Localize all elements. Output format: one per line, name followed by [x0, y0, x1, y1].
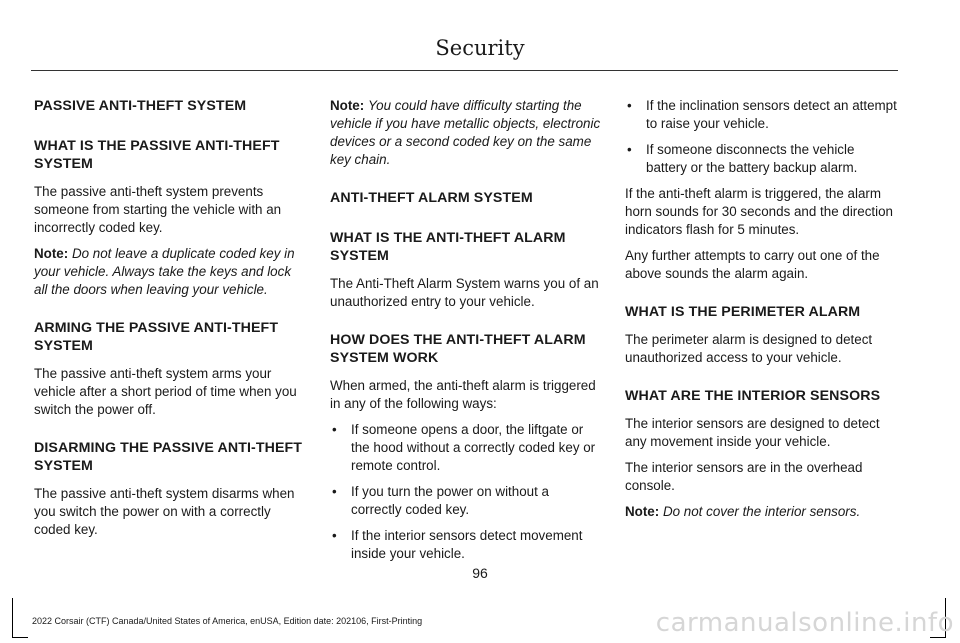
- page-header-title: Security: [435, 36, 525, 60]
- paragraph-interior-detect: The interior sensors are designed to detect any movement inside your vehicle.: [625, 416, 880, 449]
- paragraph-warns: The Anti-Theft Alarm System warns you of an unauthorized entry to your vehicle.: [330, 276, 599, 309]
- paragraph-perimeter: The perimeter alarm is designed to detect unauthorized access to your vehicle.: [625, 332, 873, 365]
- trigger-list: [330, 421, 602, 563]
- column-1: [34, 97, 306, 547]
- note-text: Do not leave a duplicate coded key in your vehicle. Always take the keys and lock all the doors when leaving your vehicle.: [34, 246, 295, 297]
- crop-mark: [12, 637, 28, 638]
- list-item-text: If someone opens a door, the liftgate or the hood without a correctly coded key or remote control.: [351, 422, 596, 473]
- bullet-icon: •: [627, 98, 632, 113]
- page-number: 96: [472, 565, 488, 581]
- paragraph-arms: The passive anti-theft system arms your vehicle after a short period of time when you switch the power off.: [34, 366, 297, 417]
- header-rule: [31, 70, 898, 71]
- heading-how-alarm-works: HOW DOES THE ANTI-THEFT ALARM SYSTEM WORK: [330, 332, 586, 366]
- bullet-icon: •: [332, 528, 337, 543]
- bullet-icon: •: [627, 142, 632, 157]
- list-item: [625, 141, 897, 177]
- heading-what-is-passive: WHAT IS THE PASSIVE ANTI-THEFT SYSTEM: [34, 138, 280, 172]
- list-item-text: If the inclination sensors detect an attempt to raise your vehicle.: [646, 98, 897, 131]
- trigger-list-continued: [625, 97, 897, 177]
- heading-perimeter-alarm: WHAT IS THE PERIMETER ALARM: [625, 304, 861, 320]
- paragraph-disarms: The passive anti-theft system disarms when you switch the power on with a correctly coded key.: [34, 486, 295, 537]
- paragraph-triggered: When armed, the anti-theft alarm is triggered in any of the following ways:: [330, 378, 596, 411]
- list-item: [330, 527, 602, 563]
- list-item-text: If you turn the power on without a correctly coded key.: [351, 484, 550, 517]
- paragraph-prevents: The passive anti-theft system prevents someone from starting the vehicle with an incorrectly coded key.: [34, 184, 282, 235]
- list-item: [625, 97, 897, 133]
- bullet-icon: •: [332, 484, 337, 499]
- paragraph-interior-location: The interior sensors are in the overhead console.: [625, 460, 863, 493]
- heading-what-is-alarm: WHAT IS THE ANTI-THEFT ALARM SYSTEM: [330, 230, 566, 264]
- heading-passive-anti-theft: PASSIVE ANTI-THEFT SYSTEM: [34, 98, 247, 114]
- heading-arming: ARMING THE PASSIVE ANTI-THEFT SYSTEM: [34, 320, 279, 354]
- list-item: [330, 421, 602, 475]
- note-text: Do not cover the interior sensors.: [662, 504, 861, 519]
- edition-footer: 2022 Corsair (CTF) Canada/United States of America, enUSA, Edition date: 202106, First-Printing: [32, 616, 423, 626]
- note-do-not-cover: [625, 503, 897, 521]
- paragraph-horn: If the anti-theft alarm is triggered, the alarm horn sounds for 30 seconds and the direction indicators flash for 5 minutes.: [625, 186, 893, 237]
- note-metallic-objects: [330, 97, 602, 169]
- note-text: You could have difficulty starting the vehicle if you have metallic objects, electronic devices or a second coded key on the same key chain.: [330, 98, 601, 167]
- note-duplicate-key: [34, 245, 306, 299]
- note-label: Note:: [330, 98, 365, 113]
- heading-disarming: DISARMING THE PASSIVE ANTI-THEFT SYSTEM: [34, 440, 303, 474]
- column-2: [330, 97, 602, 571]
- bullet-icon: •: [332, 422, 337, 437]
- heading-interior-sensors: WHAT ARE THE INTERIOR SENSORS: [625, 388, 881, 404]
- note-label: Note:: [34, 246, 69, 261]
- heading-anti-theft-alarm: ANTI-THEFT ALARM SYSTEM: [330, 190, 533, 206]
- watermark: carmanualsonline.info: [655, 608, 954, 638]
- column-3: [625, 97, 897, 529]
- list-item: [330, 483, 602, 519]
- crop-mark: [12, 598, 13, 638]
- list-item-text: If the interior sensors detect movement inside your vehicle.: [351, 528, 583, 561]
- paragraph-further-attempts: Any further attempts to carry out one of the above sounds the alarm again.: [625, 248, 880, 281]
- list-item-text: If someone disconnects the vehicle battery or the battery backup alarm.: [646, 142, 858, 175]
- note-label: Note:: [625, 504, 660, 519]
